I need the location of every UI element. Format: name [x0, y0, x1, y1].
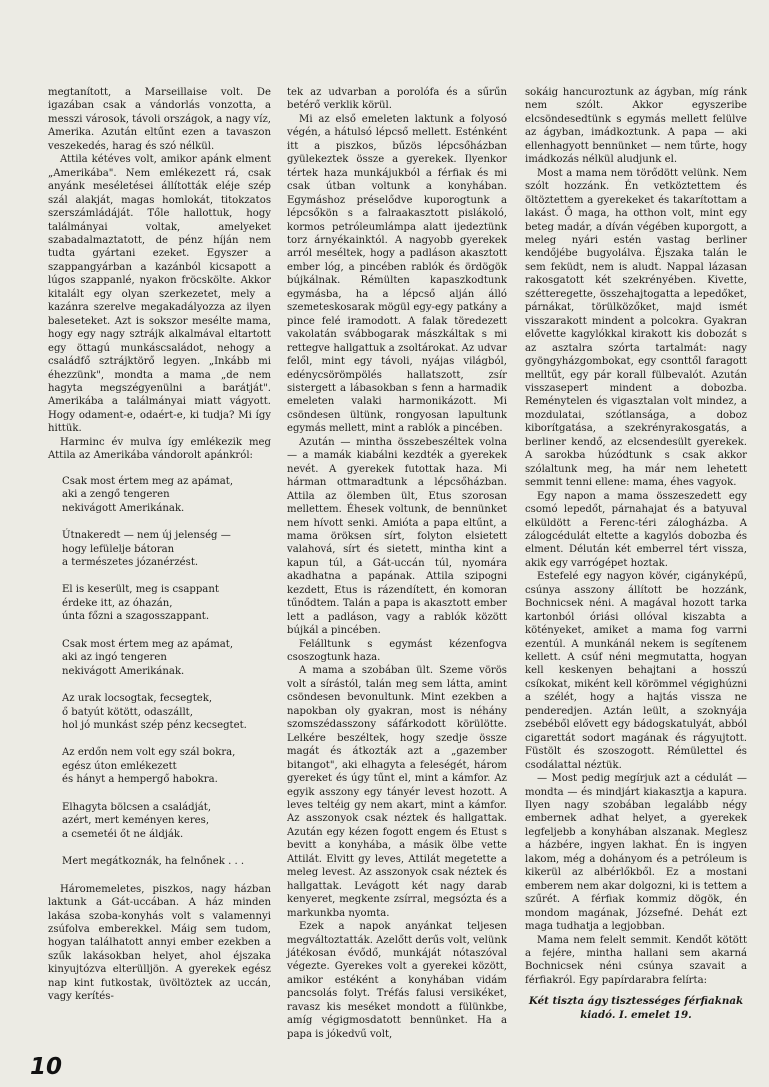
column-1 — [48, 86, 271, 1004]
paragraph: Mi az első emeleten laktunk a folyosó végén, a hátulsó lépcső mellett. Esténként itt a piszkos, bűzös lépcsőházban gyülekeztek össze a gyerekek. Ilyenkor tértek haza munkájukból a férfiak és mi csak útban voltunk a konyhában. Egymáshoz préselődve kuporogtunk a lépcsőkön s a falraakasztott pislákoló, kormos petróleumlámpa alatt ijedeztünk torz árnyékainktól. A nagyobb gyerekek arról meséltek, hogy a padláson akasztott ember lóg, a pincében rablók és ördögök bújkálnak. Rémülten kapaszkodtunk egymásba, ha a lépcső alján álló szemeteskosarak mögül egy-egy patkány a pince felé iramodott. A falak töredezett vakolatán svábbogarak mászkáltak s mi rettegve hallgattuk a zsoltárokat. Az udvar felől, mint egy távoli, nyájas világból, edénycsörömpölés hallatszott, zsír sistergett a lábasokban s fenn a harmadik emeleten valaki harmonikázott. Mi csöndesen ültünk, rongyosan lapultunk egymás mellett, mint a rablók a pincében. — [287, 113, 507, 435]
poem-stanza — [62, 692, 271, 732]
paragraph: Háromemeletes, piszkos, nagy házban laktunk a Gát-uccában. A ház minden lakása szoba-konyhás volt s valamennyi zsúfolva emberekkel. Máig sem tudom, hogyan találhatott annyi ember ezekben a szűk lakásokban helyet, ahol éjszaka kinyujtózva elterülljön. A gyerekek egész nap kint futkostak, üvöltöztek az uccán, vagy kerítés- — [48, 883, 271, 1003]
poem-line: azért, mert keményen keres, — [62, 815, 210, 827]
poem-line: hol jó munkást szép pénz kecsegtet. — [62, 720, 247, 732]
paragraph: Felálltunk s egymást kézenfogva csoszogtunk haza. — [287, 638, 507, 664]
poem-line: Útnakeredt — nem új jelenség — — [62, 530, 231, 542]
paragraph: Ezek a napok anyánkat teljesen megváltoztatták. Azelőtt derűs volt, velünk játékosan évődő, munkáját nótaszóval végezte. Gyerekes volt a gyerekei között, amikor estéként a konyhában vidám pancsolás folyt. Tréfás falusi versikéket, ravasz kis meséket mondott a fülünkbe, amíg végigmosdatott bennünket. Ha a papa is jókedvű volt, — [287, 921, 508, 1040]
column-3 — [525, 86, 747, 1022]
paragraph: — Most pedig megírjuk azt a cédulát — mondta — és mindjárt kiakasztja a kapura. Ilyen nagy szobában legalább négy embernek adhat helyet, a gyerekek legfeljebb a konyhában alszanak. Meglesz a házbére, ingyen lakhat. Én is ingyen lakom, még a dohányom és a petróleum is kikerül az albérlőkből. Ez a mostani emberem nem akar dolgozni, ki is tettem a szűrét. A férfiak kommiz dögök, én mondom magának, Józsefné. Dehát ezt maga tudhatja a legjobban. — [525, 773, 747, 933]
poem-line: aki a zengő tengeren — [62, 489, 170, 501]
paragraph: Mama nem felelt semmit. Kendőt kötött a fejére, mintha hallani sem akarná Bochnicsek néni csúnya szavait a férfiakról. Egy papírdarabra felírta: — [525, 934, 747, 986]
poem — [62, 475, 271, 869]
poem-line: aki az ingó tengeren — [62, 652, 167, 664]
poem-stanza — [62, 529, 271, 569]
poem-stanza — [62, 583, 271, 623]
column-2 — [287, 86, 507, 1041]
poem-line: Csak most értem meg az apámat, — [62, 475, 234, 487]
paragraph: sokáig hancuroztunk az ágyban, míg ránk nem szólt. Akkor egyszeribe elcsöndesedtünk s egymás mellett felülve az ágyban, imádkoztunk. A papa — aki ellenhagyott bennünket — nem tűrte, hogy imádkozás nélkül aludjunk el. — [525, 87, 747, 166]
poem-line: érdeke itt, az óhazán, — [62, 597, 173, 609]
page-number: 10 — [30, 1054, 63, 1080]
poem-line: egész úton emlékezett — [62, 760, 177, 772]
poem-line: Az urak locsogtak, fecsegtek, — [62, 693, 213, 705]
poem-line: El is keserült, meg is csappant — [62, 584, 219, 596]
poem-stanza — [62, 801, 271, 841]
notice-text — [525, 995, 747, 1022]
poem-line: a természetes józanérzést. — [62, 556, 199, 568]
poem-stanza — [62, 475, 271, 515]
paragraph: Azután — mintha összebeszéltek volna — a mamák kiabálni kezdték a gyerekek nevét. A gyerekek futottak haza. Mi hárman ottmaradtunk a lépcsőházban. Attila az ölemben ült, Etus szorosan mellettem. Éhesek voltunk, de bennünket nem hívott senki. Amióta a papa eltűnt, a mama öröksen sírt, folyton elsietett valahová, sírt és sietett, mintha kint a kapun túl, a Gát-uccán túl, nyomára akadhatna a papának. Attila szipogni kezdett, Etus is rázendített, én komoran tűnődtem. Talán a papa is akasztott ember lett a padláson, vagy a rablók között bújkál a pincében. — [287, 436, 507, 637]
poem-line: Az erdőn nem volt egy szál bokra, — [62, 747, 236, 759]
poem-line: nekivágott Amerikának. — [62, 502, 185, 514]
poem-line: Mert megátkoznák, ha felnőnek . . . — [62, 856, 245, 868]
poem-line: Elhagyta bölcsen a családját, — [62, 801, 212, 813]
poem-stanza — [62, 638, 271, 678]
notice-line: Két tiszta ágy tisztességes férfiaknak — [528, 995, 744, 1008]
poem-line: ő batyút kötött, odaszállt, — [62, 706, 193, 718]
poem-line: a csemetéi őt ne áldják. — [62, 828, 184, 840]
notice-line: kiadó. I. emelet 19. — [580, 1008, 692, 1021]
poem-stanza — [62, 855, 271, 868]
poem-line: únta főzni a szagosszappant. — [62, 611, 210, 623]
paragraph: Most a mama nem törődött velünk. Nem szólt hozzánk. Én vetköztettem és öltöztettem a gyerekeket és takarítottam a lakást. Ő maga, ha otthon volt, mint egy beteg madár, a díván végében kuporgott, a meleg nyári estén vastag berliner kendőjébe bugyolálva. Éjszaka talán le sem feküdt, nem is aludt. Nappal lázasan rakosgatott két szekrényében. Kivette, szétteregette, összehajtogatta a lepedőket, párnákat, törülközőket, majd ismét visszarakott mindent a polcokra. Gyakran elővette kagylókkal kirakott kis dobozát s az asztalra szórta tartalmát: nagy gyöngyházgombokat, egy csonttől faragott melltűt, egy pár korall fülbevalót. Azután visszasepert mindent a dobozba. Reménytelen és vigasztalan volt mindez, a mozdulatai, szótlansága, a doboz kiborítgatása, a szekrényrakosgatás, a berliner kendő, az elcsendesült gyerekek. A sarokba húzódtunk s csak akkor szólaltunk meg, ha már nem lehetett semmit tenni ellene: mama, éhes vagyok. — [525, 167, 747, 489]
poem-line: és hányt a hempergő habokra. — [62, 774, 218, 786]
paragraph: Attila kétéves volt, amikor apánk elment „Amerikába". Nem emlékezett rá, csak anyánk meséletései állították eléje szép szál alakját, magas homlokát, titokzatos szerszámládáját. Tőle hallottuk, hogy találmányai voltak, amelyeket szabadalmaztatott, de pénz híján nem tudta gyártani ezeket. Egyszer a szappangyárban a kazánból kicsapott a lúgos szappanlé, nyakon fröcskölte. Akkor kitalált egy olyan szerkezetet, mely a kazánra szerelve megakadályozza az ilyen baleseteket. Azt is sokszor mesélte mama, hogy egy nagy sztrájk alkalmával eltartott egy öttagú munkáscsaládot, nehogy a családfő sztrájktörő legyen. „Inkább mi éhezzünk", mondta a mama „de nem hagyta megszégyenülni a barátját". Amerikába a találmányai miatt vágyott. Hogy odament-e, odaért-e, ki tudja? Mi így hittük. — [48, 154, 271, 435]
poem-line: hogy lefülelje bátoran — [62, 543, 175, 555]
paragraph: megtanított, a Marseillaise volt. De igazában csak a vándorlás vonzotta, a messzi városok, távoli országok, a nagy víz, Amerika. Azután eltűnt ezen a tavaszon veszekedés, harag és szó nélkül. — [48, 87, 271, 152]
paragraph: Egy napon a mama összeszedett egy csomó lepedőt, párnahajat és a batyuval elküldött a Ferenc-téri zálogházba. A zálogcédulát eltette a kagylós dobozba és elment. Délután két emberrel tért vissza, akik egy varrógépet hoztak. — [525, 490, 747, 569]
poem-line: Csak most értem meg az apámat, — [62, 638, 234, 650]
paragraph: Harminc év mulva így emlékezik meg Attila az Amerikába vándorolt apánkról: — [48, 436, 271, 462]
poem-line: nekivágott Amerikának. — [62, 665, 185, 677]
paragraph: tek az udvarban a porolófa és a sűrűn betérő verklik körül. — [287, 87, 507, 112]
paragraph: A mama a szobában ült. Szeme vörös volt a sírástól, talán meg sem látta, amint csöndesen bevonultunk. Mint ezekben a napokban oly gyakran, most is néhány szomszédasszony sáfárkodott körülötte. Lelkére beszéltek, hogy szedje össze magát és átkozták azt a „gazember bitangot", aki elhagyta a feleségét, három gyereket és úgy tűnt el, mint a kámfor. Az egyik asszony egy tányér levest hozott. A leves teltéig gy nem akart, mint a kámfor. Az asszonyok csak néztek és hallgattak. Azután egy kézen fogott engem és Etust s bevitt a konyhába, a másik ölbe vette Attilát. Elvitt gy leves, Attilát megetette a meleg levest. Az asszonyok csak néztek és hallgattak. Levágott két nagy darab kenyeret, megkente zsírral, megsózta és a markunkba nyomta. — [287, 665, 507, 919]
poem-stanza — [62, 746, 271, 786]
paragraph: Estefelé egy nagyon kövér, cigányképű, csúnya asszony állított be hozzánk, Bochnicsek néni. A magával hozott tarka kartonból óriási ollóval kiszabta a kötényeket, amiket a mama fog varrni ezentúl. A munkánál nekem is segítenem kellett. A csúf néni megmutatta, hogyan kell keskenyen behajtani a hosszú csíkokat, miként kell körömmel végighúzni a szélét, hogy a hajtás vissza ne penderedjen. Aztán leült, a szoknyája zsebéből elővett egy bádogskatulyát, abból cigarettát sodort magának és rágyujtott. Füstölt és szoszogott. Rémülettel és csodálattal néztük. — [525, 571, 747, 771]
